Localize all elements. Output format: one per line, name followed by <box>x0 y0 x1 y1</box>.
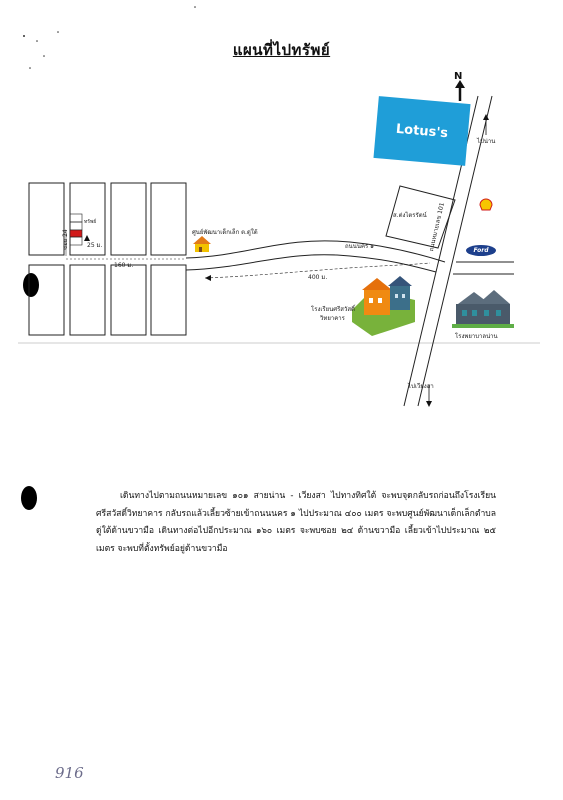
lotus-logo: Lotus's <box>373 96 470 166</box>
binder-hole-bottom <box>21 486 37 510</box>
child-center-label: ศูนย์พัฒนาเด็กเล็ก ต.ดู่ใต้ <box>192 229 258 236</box>
binder-hole-top <box>23 273 39 297</box>
block-8 <box>151 265 186 335</box>
soi-24-label: ซอย 24 <box>62 229 69 250</box>
arrow-to-wiangsa <box>426 401 432 407</box>
block-3 <box>111 183 146 255</box>
property-label: ทรัพย์ <box>84 219 97 225</box>
distance-400-label: 400 ม. <box>308 274 328 281</box>
block-7 <box>111 265 146 335</box>
school-label-line2: วิทยาคาร <box>320 315 345 322</box>
highway-101-label: ถนนหมายเลข 101 <box>427 201 446 253</box>
page-title: แผนที่ไปทรัพย์ <box>232 41 331 59</box>
handwritten-note: 916 <box>55 764 84 782</box>
hospital-label: โรงพยาบาลน่าน <box>455 333 498 340</box>
property-marker <box>70 230 82 237</box>
block-1 <box>29 183 64 255</box>
block-6 <box>70 265 105 335</box>
child-center-icon <box>193 236 211 252</box>
directions-text <box>96 488 496 558</box>
block-4 <box>151 183 186 255</box>
landmark-plot-label: ส.ต่งไตรรัตน์ <box>393 212 427 219</box>
distance-25-label: 25 ม. <box>87 242 103 249</box>
road-nakhon-1-label: ถนนนคร ๑ <box>345 243 374 250</box>
directions-paragraph: เดินทางไปตามถนนหมายเลข ๑๐๑ สายน่าน - เวียงสา ไปทางทิศใต้ จะพบจุดกลับรถก่อนถึงโรงเรียนศรีสวัสดิ์วิทยาคาร กลับรถแล้วเลี้ยวซ้ายเข้าถนนนคร ๑ ไปประมาณ ๔๐๐ เมตร จะพบศูนย์พัฒนาเด็กเล็กตำบลดู่ใต้ด้านขวามือ เดินทางต่อไปอีกประมาณ ๑๖๐ เมตร จะพบซอย ๒๔ ด้านขวามือ เลี้ยวเข้าไปประมาณ ๒๕ เมตร จะพบที่ตั้งทรัพย์อยู่ด้านขวามือ <box>96 491 496 554</box>
school-label-line1: โรงเรียนศรีสวัสดิ์ <box>311 306 355 313</box>
distance-160-label: 160 ม. <box>114 262 134 269</box>
north-label: N <box>454 71 463 82</box>
school-icon <box>352 276 415 336</box>
label-to-wiangsa: ไปเวียงสา <box>408 383 434 390</box>
label-to-nan: ไปน่าน <box>477 138 496 145</box>
shell-station-icon <box>480 199 492 210</box>
ford-logo: Ford <box>466 245 496 256</box>
hospital-icon <box>452 290 514 328</box>
road-nakhon-1 <box>186 241 445 262</box>
arrow-to-nan <box>483 114 489 120</box>
